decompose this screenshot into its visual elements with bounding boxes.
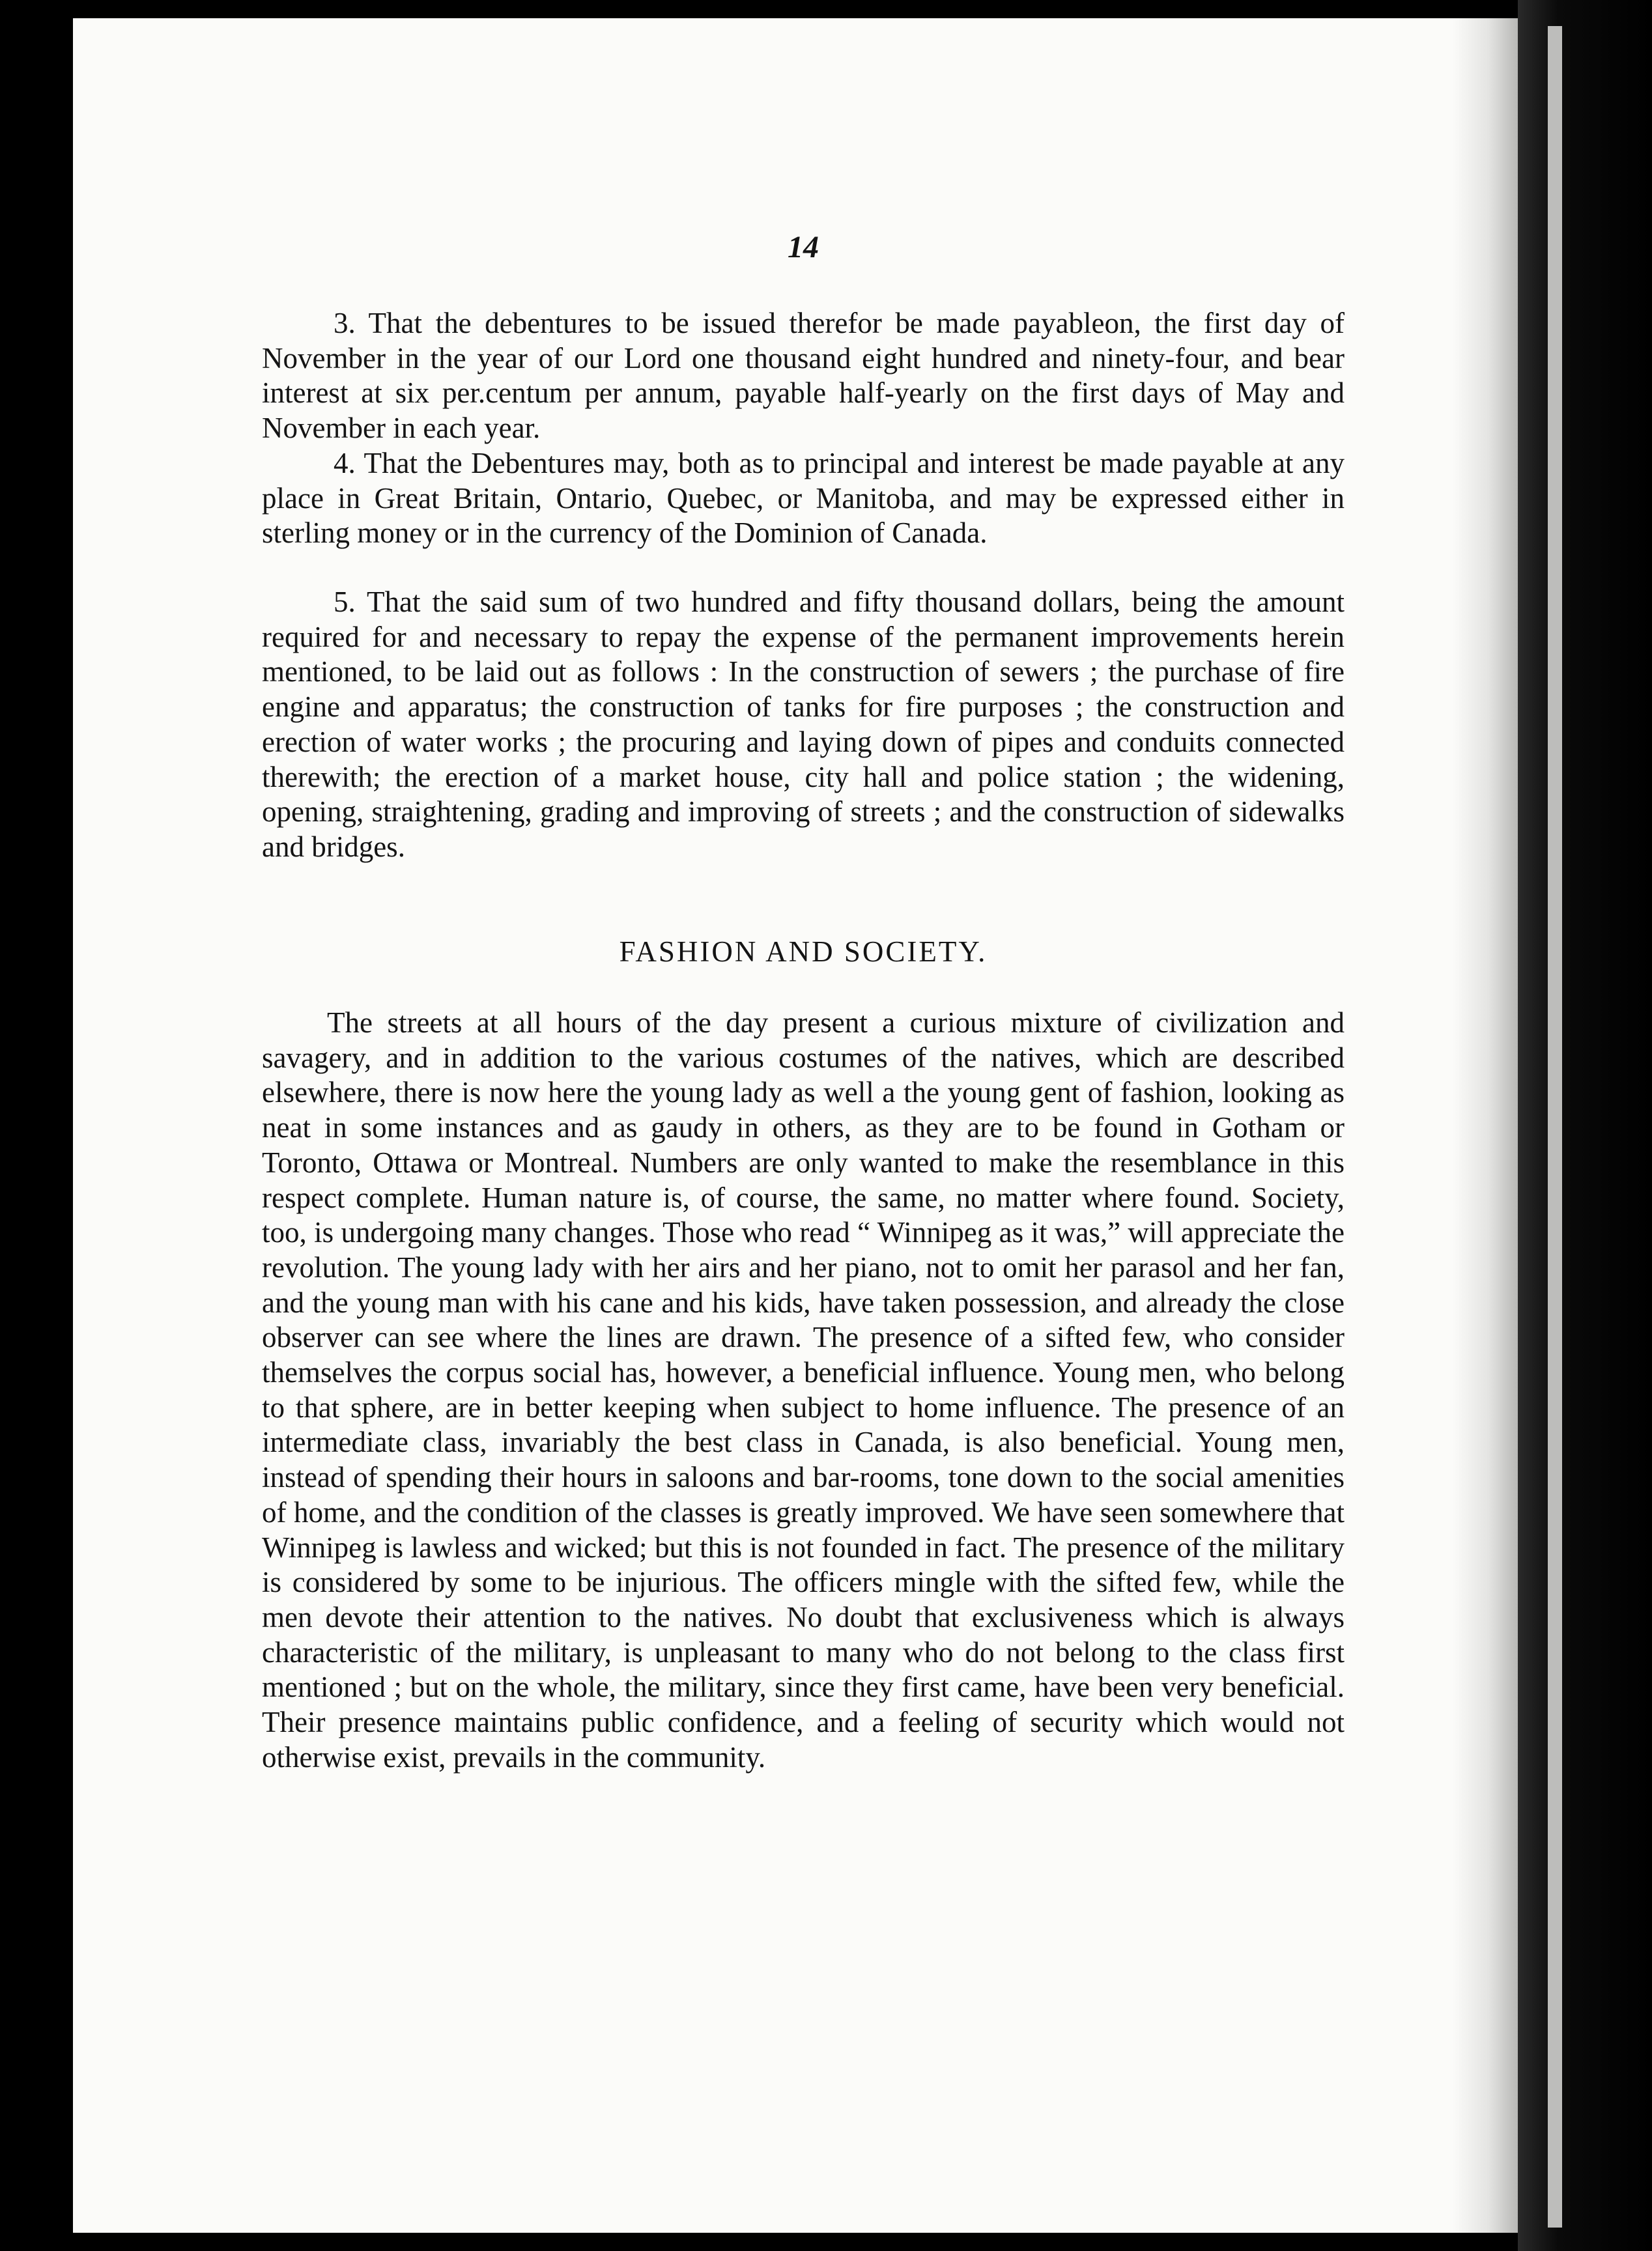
resolution-paragraph-5: 5. That the said sum of two hundred and fifty thousand dollars, being the amount required for and necessary to repay the expense of the permanent improvements herein mentioned, to be laid out as follows : In the construction of sewers ; the purchase of fire engine and apparatus; the construction of tanks for fire purposes ; the construction and erection of water works ; the procuring and laying down of pipes and conduits connected therewith; the erection of a market house, city hall and police station ; the widening, opening, straightening, grading and improving of streets ; and the construction of sidewalks and bridges.: [262, 586, 1345, 863]
adjacent-page-edge: [1548, 26, 1562, 2228]
section-heading: FASHION AND SOCIETY.: [619, 935, 988, 968]
page-gutter-shadow: [1453, 18, 1518, 2233]
fashion-society-paragraph: The streets at all hours of the day present a curious mixture of civilization and savagery, and in addition to the various costumes of the natives, which are described elsewhere, there is now here the young lady as well a the young gent of fashion, looking as neat in some instances and as gaudy in others, as they are to be found in Gotham or Toronto, Ottawa or Montreal. Numbers are only wanted to make the resemblance in this respect complete. Human nature is, of course, the same, no matter where found. Society, too, is undergoing many changes. Those who read “ Winnipeg as it was,” will appreciate the revolution. The young lady with her airs and her piano, not to omit her parasol and her fan, and the young man with his cane and his kids, have taken possession, and already the close observer can see where the lines are drawn. The presence of a sifted few, who consider themselves the corpus social has, however, a beneficial influence. Young men, who belong to that sphere, are in better keeping when subject to home influence. The presence of an intermediate class, invariably the best class in Canada, is also beneficial. Young men, instead of spending their hours in saloons and bar-rooms, tone down to the social amenities of home, and the condition of the classes is greatly improved. We have seen somewhere that Winnipeg is lawless and wicked; but this is not founded in fact. The presence of the military is considered by some to be injurious. The officers mingle with the sifted few, while the men devote their attention to the natives. No doubt that exclusiveness which is always characteristic of the military, is unpleasant to many who do not belong to the class first mentioned ; but on the whole, the military, since they first came, have been very beneficial. Their presence maintains public confidence, and a feeling of security which would not otherwise exist, prevails in the community.: [262, 1006, 1345, 1774]
resolution-paragraph-4: 4. That the Debentures may, both as to principal and interest be made payable at any place in Great Britain, Ontario, Quebec, or Manitoba, and may be expressed either in sterling money or in the currency of the Dominion of Canada.: [262, 447, 1345, 550]
page-number: 14: [788, 230, 819, 264]
scan-dark-edge: [1518, 0, 1652, 2251]
resolution-paragraph-3: 3. That the debentures to be issued therefor be made payableon, the first day of November in the year of our Lord one thousand eight hundred and ninety-four, and bear interest at six per.centum per annum, payable half-yearly on the first days of May and November in each year.: [262, 307, 1345, 445]
